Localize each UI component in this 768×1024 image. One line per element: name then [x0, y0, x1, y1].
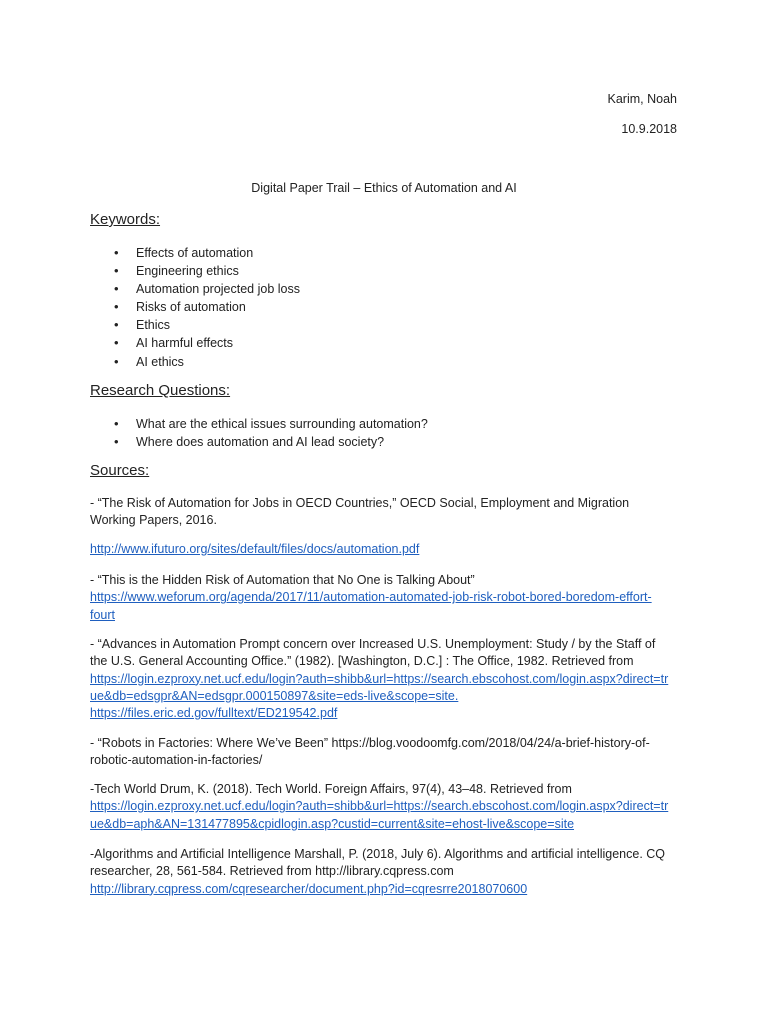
research-question-item: • What are the ethical issues surrounding automation? [90, 415, 428, 433]
source-entry-5 [90, 781, 690, 833]
source-link[interactable]: ue&db=edsgpr&AN=edsgpr.000150897&site=eds-live&scope=site. [90, 688, 459, 703]
keyword-item: • Ethics [90, 316, 300, 334]
source-text: Working Papers, 2016. [90, 513, 217, 528]
source-text: researcher, 28, 561-584. Retrieved from http://library.cqpress.com [90, 864, 454, 879]
source-link[interactable]: ue&db=aph&AN=131477895&cpidlogin.asp?custid=current&site=ehost-live&scope=site [90, 816, 575, 831]
source-text: -Algorithms and Artificial Intelligence Marshall, P. (2018, July 6). Algorithms and artificial intelligence. CQ [90, 847, 666, 861]
research-questions-list [90, 415, 428, 451]
source-entry-1-link-wrap [90, 541, 690, 558]
source-entry-2 [90, 572, 690, 624]
keywords-heading: Keywords: [90, 211, 161, 228]
research-questions-heading: Research Questions: [90, 382, 231, 399]
keyword-item: • Engineering ethics [90, 262, 300, 280]
source-link[interactable]: https://www.weforum.org/agenda/2017/11/automation-automated-job-risk-robot-bored-boredom-effort- [90, 590, 652, 605]
document-date: 10.9.2018 [621, 122, 677, 136]
source-link[interactable]: https://login.ezproxy.net.ucf.edu/login?auth=shibb&url=https://search.ebscohost.com/login.aspx?direct=tr [90, 799, 669, 814]
source-entry-1 [90, 495, 690, 530]
source-link[interactable]: http://www.ifuturo.org/sites/default/files/docs/automation.pdf [90, 542, 420, 556]
keywords-list [90, 244, 300, 371]
source-entry-6 [90, 846, 690, 898]
source-text: the U.S. General Accounting Office.” (1982). [Washington, D.C.] : The Office, 1982. Retrieved from [90, 654, 634, 669]
source-link[interactable]: https://files.eric.ed.gov/fulltext/ED219542.pdf [90, 706, 338, 721]
source-link[interactable]: http://library.cqpress.com/cqresearcher/document.php?id=cqresrre2018070600 [90, 881, 528, 896]
research-question-item: • Where does automation and AI lead society? [90, 433, 428, 451]
source-text: robotic-automation-in-factories/ [90, 753, 263, 768]
keyword-item: • AI harmful effects [90, 334, 300, 352]
document-title: Digital Paper Trail – Ethics of Automation and AI [251, 181, 517, 195]
keyword-item: • AI ethics [90, 353, 300, 371]
source-text: -Tech World Drum, K. (2018). Tech World. Foreign Affairs, 97(4), 43–48. Retrieved from [90, 782, 572, 796]
sources-heading: Sources: [90, 462, 150, 479]
source-link[interactable]: fourt [90, 607, 116, 622]
keyword-item: • Automation projected job loss [90, 280, 300, 298]
author-name: Karim, Noah [607, 92, 677, 106]
source-entry-3 [90, 636, 690, 722]
keyword-item: • Risks of automation [90, 298, 300, 316]
source-text: - “Advances in Automation Prompt concern over Increased U.S. Unemployment: Study / by the Staff of [90, 637, 656, 651]
source-text: - “Robots in Factories: Where We’ve Been” https://blog.voodoomfg.com/2018/04/24/a-brief-history-of- [90, 736, 650, 750]
source-text: - “The Risk of Automation for Jobs in OECD Countries,” OECD Social, Employment and Migration [90, 496, 630, 510]
source-entry-4 [90, 735, 690, 770]
keyword-item: • Effects of automation [90, 244, 300, 262]
source-text: - “This is the Hidden Risk of Automation that No One is Talking About” [90, 573, 475, 587]
source-link[interactable]: https://login.ezproxy.net.ucf.edu/login?auth=shibb&url=https://search.ebscohost.com/login.aspx?direct=tr [90, 671, 669, 686]
